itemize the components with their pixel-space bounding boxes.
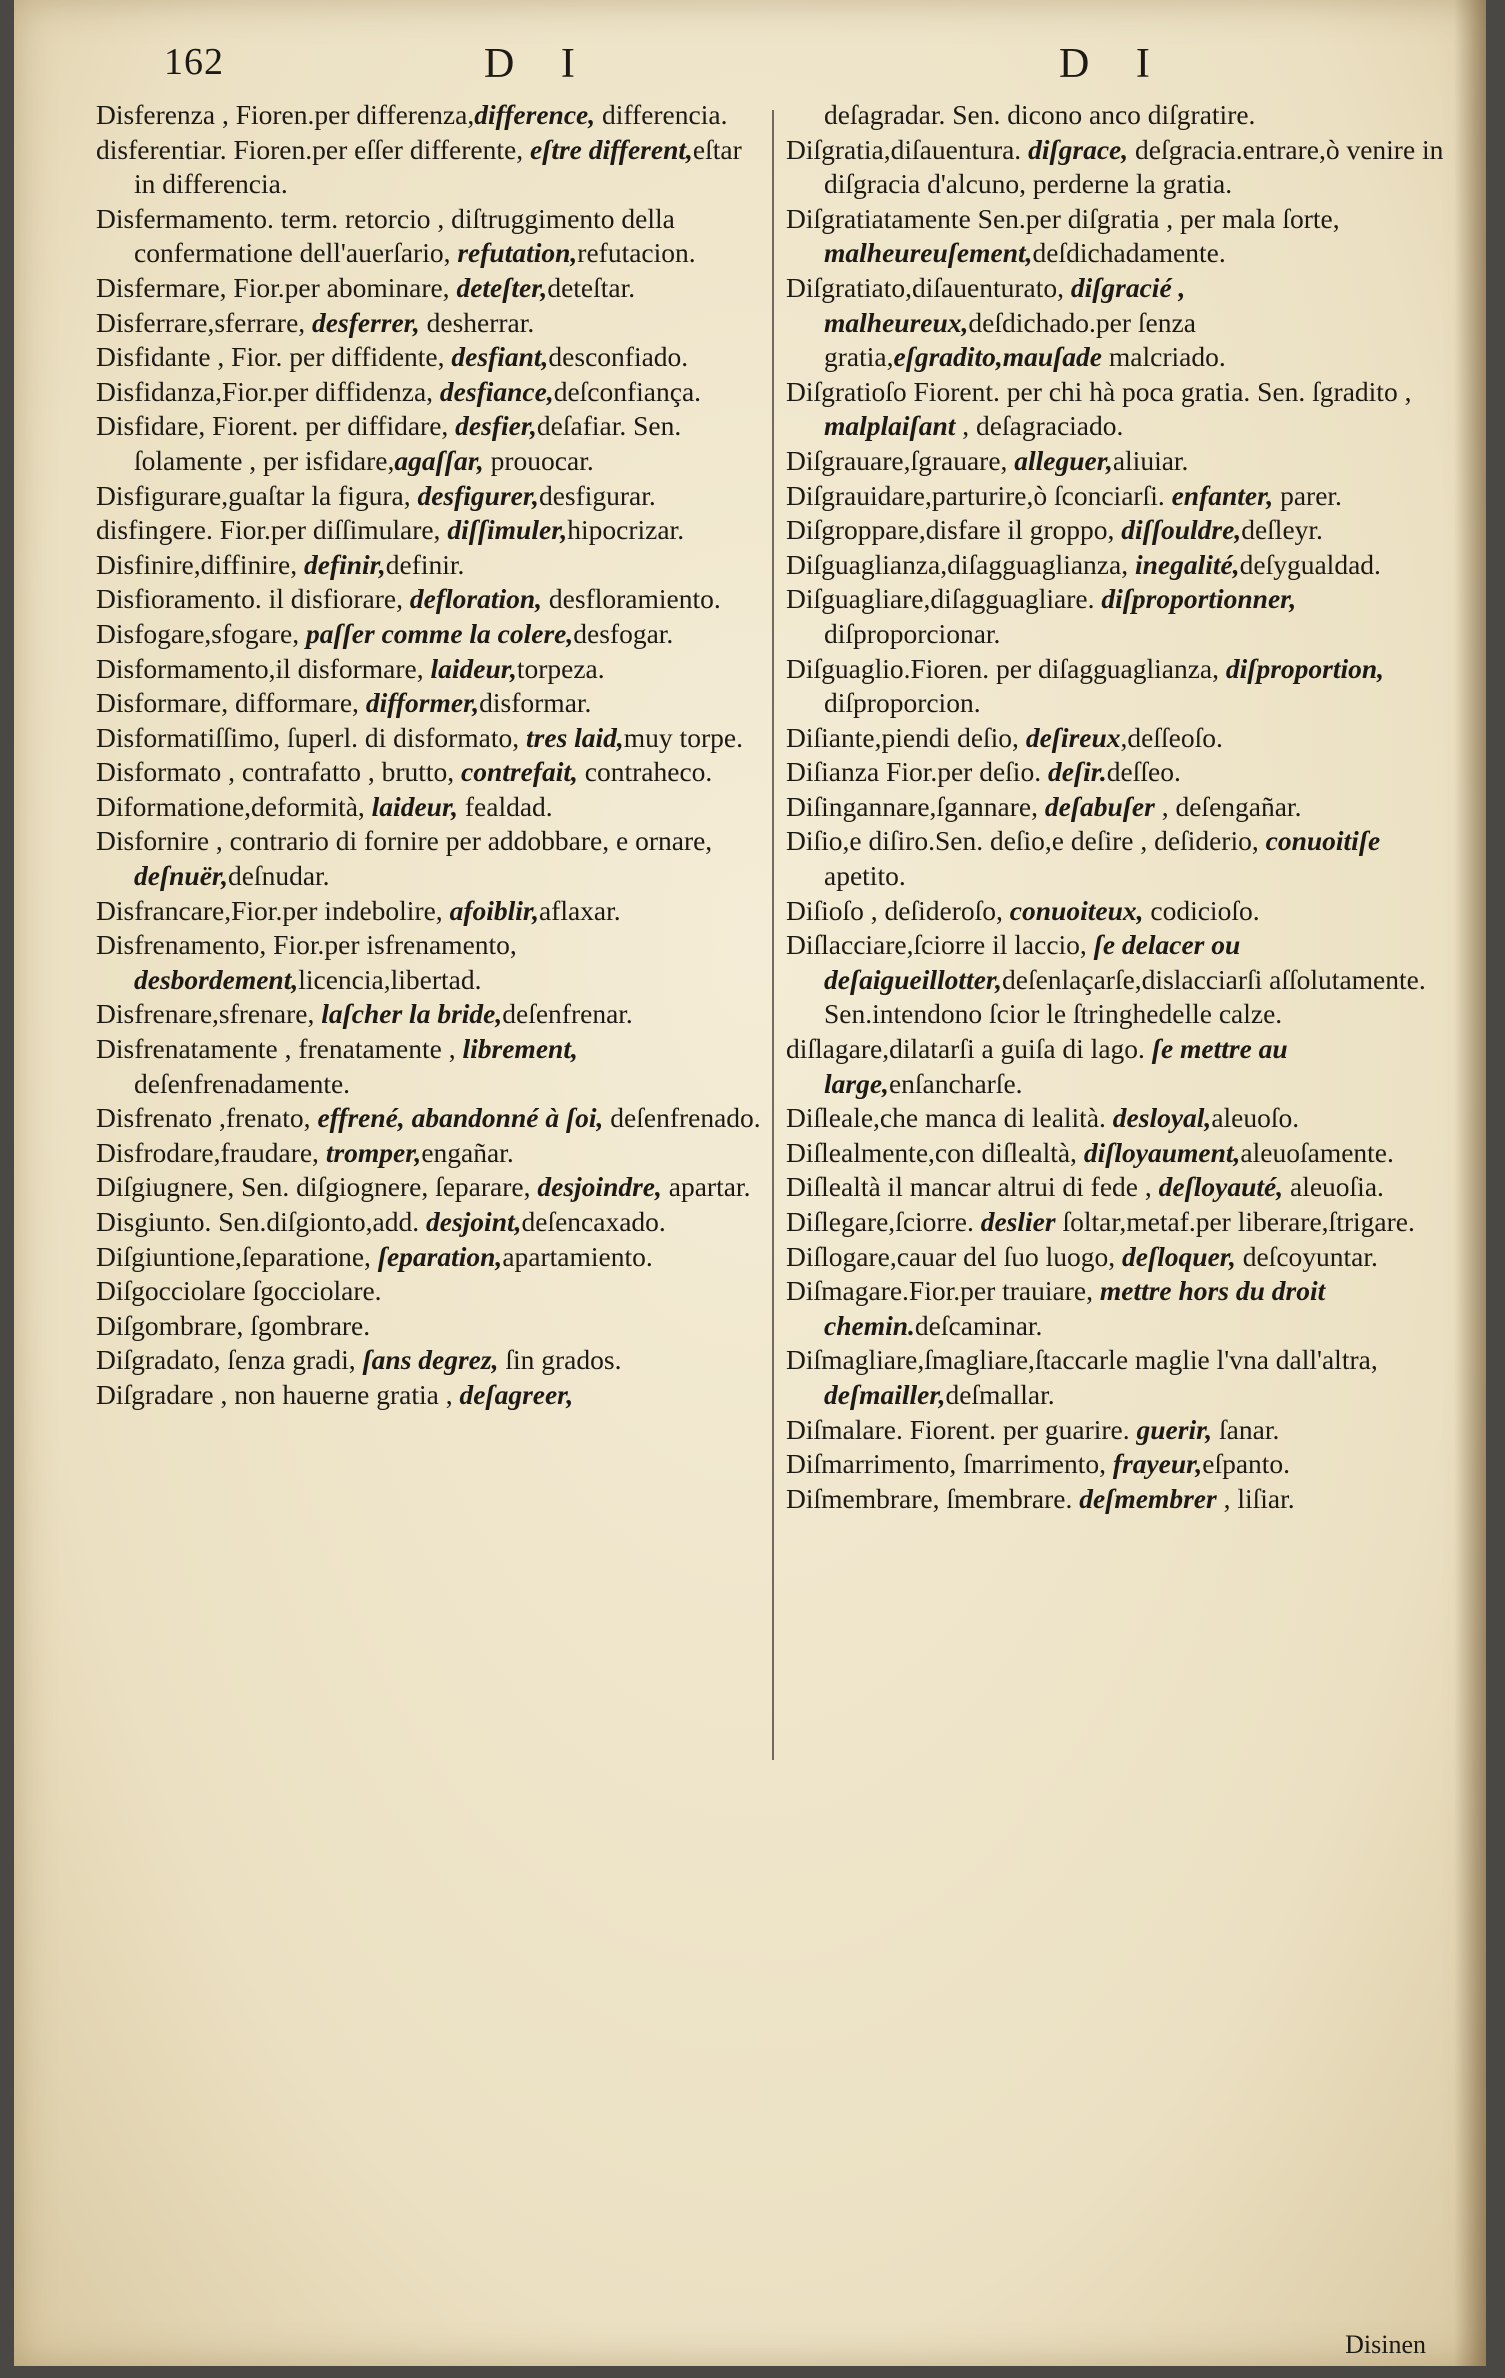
entry-text: Diſleale,che manca di lealità. bbox=[786, 1102, 1113, 1134]
french-gloss: defloration, bbox=[409, 583, 543, 615]
dictionary-entry bbox=[786, 755, 1451, 790]
entry-text: Disferrare,sferrare, bbox=[96, 306, 313, 338]
entry-text: muy torpe. bbox=[623, 721, 743, 753]
entry-text: deſſeo. bbox=[1106, 756, 1181, 788]
entry-text: , deſengañar. bbox=[1154, 790, 1302, 822]
entry-text: apetito. bbox=[824, 860, 906, 892]
dictionary-entry bbox=[786, 652, 1451, 721]
dictionary-entry bbox=[96, 1032, 764, 1101]
entry-text: Diſgocciolare ſgocciolare. bbox=[96, 1275, 382, 1307]
dictionary-entry bbox=[96, 375, 764, 410]
dictionary-entry bbox=[96, 548, 764, 583]
entry-text: Disfidanza,Fior.per diffidenza, bbox=[96, 375, 440, 407]
dictionary-entry bbox=[96, 894, 764, 929]
entry-text: deſdichadamente. bbox=[1032, 237, 1226, 269]
entry-text: torpeza. bbox=[516, 652, 605, 684]
dictionary-entry bbox=[96, 1274, 764, 1309]
entry-text: Diſioſo , deſideroſo, bbox=[786, 894, 1010, 926]
dictionary-entry bbox=[96, 1309, 764, 1344]
dictionary-entry bbox=[96, 997, 764, 1032]
entry-text: Diſlealmente,con diſlealtà, bbox=[786, 1136, 1084, 1168]
entry-text: Disfidante , Fior. per diffidente, bbox=[96, 341, 452, 373]
entry-text: aleuoſia. bbox=[1283, 1171, 1384, 1203]
left-column bbox=[96, 98, 764, 1413]
dictionary-entry bbox=[786, 1101, 1451, 1136]
entry-text: deſygualdad. bbox=[1239, 548, 1381, 580]
french-gloss: desjoindre, bbox=[537, 1171, 662, 1203]
french-gloss: paſſer comme la colere, bbox=[305, 617, 574, 649]
entry-text: disfingere. Fior.per diſſimulare, bbox=[96, 514, 448, 546]
dictionary-entry bbox=[786, 202, 1451, 271]
entry-text: Diſio,e diſiro.Sen. deſio,e deſire , deſiderio, bbox=[786, 825, 1266, 857]
dictionary-entry bbox=[96, 340, 764, 375]
french-gloss: deſloquer, bbox=[1122, 1240, 1236, 1272]
entry-text: Diſiante,piendi deſio, bbox=[786, 721, 1026, 753]
dictionary-entry bbox=[96, 1170, 764, 1205]
french-gloss: deteſter, bbox=[456, 271, 548, 303]
dictionary-entry bbox=[96, 582, 764, 617]
entry-text: Diſgratioſo Fiorent. per chi hà poca gratia. Sen. ſgradito , bbox=[786, 375, 1412, 407]
entry-text: Disfrenare,sfrenare, bbox=[96, 998, 322, 1030]
dictionary-entry bbox=[96, 1205, 764, 1240]
entry-text: codicioſo. bbox=[1143, 894, 1260, 926]
dictionary-entry bbox=[96, 652, 764, 687]
entry-text: ſoltar,metaf.per liberare,ſtrigare. bbox=[1055, 1206, 1415, 1237]
dictionary-entry bbox=[96, 133, 764, 202]
entry-text: Disformamento,il disformare, bbox=[96, 652, 431, 684]
french-gloss: desfiance, bbox=[439, 375, 554, 407]
entry-text: hipocrizar. bbox=[567, 514, 685, 546]
entry-text: prouocar. bbox=[483, 444, 594, 476]
entry-text: Disfrenamento, Fior.per isfrenamento, bbox=[96, 929, 517, 961]
french-gloss: malheureuſement, bbox=[824, 237, 1033, 269]
entry-text: ſin grados. bbox=[498, 1344, 622, 1376]
french-gloss: afoiblir, bbox=[449, 894, 539, 926]
entry-text: desfigurar. bbox=[538, 479, 656, 511]
entry-text: Disfioramento. il disfiorare, bbox=[96, 583, 410, 615]
entry-text: Diſingannare,ſgannare, bbox=[786, 790, 1045, 822]
entry-text: aleuoſo. bbox=[1211, 1102, 1300, 1134]
dictionary-entry bbox=[96, 721, 764, 756]
entry-text: Disfinire,diffinire, bbox=[96, 548, 304, 580]
entry-text: deſenlaçarſe,dislacciarſi aſſolutamente. Sen.intendono ſcior le ſtringhedelle calze. bbox=[824, 963, 1426, 1030]
catchword: Disinen bbox=[1345, 2330, 1426, 2359]
entry-text: desherrar. bbox=[419, 306, 535, 338]
entry-text: Diſgiuntione,ſeparatione, bbox=[96, 1240, 378, 1272]
french-gloss: ſans degrez, bbox=[362, 1344, 499, 1376]
entry-text: Diſguaglio.Fioren. per diſagguaglianza, bbox=[786, 652, 1226, 684]
entry-text: Disformare, difformare, bbox=[96, 687, 366, 719]
entry-text: , deſagraciado. bbox=[955, 410, 1124, 442]
dictionary-entry bbox=[96, 1343, 764, 1378]
entry-text: deſagradar. Sen. dicono anco diſgratire. bbox=[824, 99, 1256, 130]
entry-text: deteſtar. bbox=[547, 271, 636, 303]
dictionary-entry bbox=[96, 755, 764, 790]
entry-text: licencia,libertad. bbox=[298, 963, 482, 995]
entry-text: Diſmalare. Fiorent. per guarire. bbox=[786, 1413, 1137, 1445]
entry-text: Disfrenatamente , frenatamente , bbox=[96, 1033, 463, 1065]
entry-text: ſanar. bbox=[1212, 1413, 1280, 1445]
dictionary-entry bbox=[96, 1101, 764, 1136]
entry-text: Diſlealtà il mancar altrui di fede , bbox=[786, 1171, 1159, 1203]
dictionary-entry bbox=[96, 479, 764, 514]
french-gloss: desloyal, bbox=[1112, 1102, 1212, 1134]
entry-text: eſtar in differencia. bbox=[134, 133, 742, 200]
entry-text: differencia. bbox=[595, 99, 728, 130]
french-gloss: laideur, bbox=[371, 790, 459, 822]
french-gloss: deſnuër, bbox=[134, 860, 228, 892]
book-page bbox=[14, 0, 1486, 2366]
entry-text: Diſgroppare,disfare il groppo, bbox=[786, 514, 1122, 546]
dictionary-entry bbox=[786, 444, 1451, 479]
french-gloss: deſloyauté, bbox=[1158, 1171, 1284, 1203]
french-gloss: contrefait, bbox=[461, 756, 578, 788]
french-gloss: enfanter, bbox=[1171, 479, 1274, 511]
dictionary-entry bbox=[786, 582, 1451, 651]
french-gloss: desfiant, bbox=[451, 341, 549, 373]
entry-text: Disfermamento. term. retorcio , diſtruggimento della confermatione dell'auerſario, bbox=[96, 202, 675, 269]
french-gloss: eſgradito,mauſade bbox=[893, 341, 1103, 373]
dictionary-entry bbox=[96, 1240, 764, 1275]
entry-text: desfogar. bbox=[573, 617, 674, 649]
entry-text: disformar. bbox=[479, 687, 592, 719]
entry-text: apartar. bbox=[661, 1171, 751, 1203]
french-gloss: diſſouldre, bbox=[1121, 514, 1242, 546]
entry-text: Disferenza , Fioren.per diffe bbox=[96, 99, 408, 130]
entry-text: renza, bbox=[407, 99, 475, 130]
dictionary-entry bbox=[786, 928, 1451, 1032]
right-column bbox=[786, 98, 1451, 1516]
french-gloss: diſproportion, bbox=[1225, 652, 1385, 684]
french-gloss: definir, bbox=[303, 548, 386, 580]
dictionary-entry bbox=[96, 202, 764, 271]
entry-text: Diſmembrare, ſmembrare. bbox=[786, 1482, 1080, 1514]
french-gloss: diſgracié , malheureux, bbox=[824, 271, 1186, 338]
dictionary-entry bbox=[786, 1447, 1451, 1482]
french-gloss: deſmembrer bbox=[1079, 1482, 1217, 1514]
dictionary-entry bbox=[96, 1136, 764, 1171]
entry-text: Disfermare, Fior.per abominare, bbox=[96, 271, 457, 303]
entry-text: deſafiar. Sen. ſolamente , per isfidare, bbox=[134, 410, 682, 476]
entry-text: deſdichado.per ſenza gratia, bbox=[824, 306, 1196, 373]
entry-text: Disformato , contrafatto , brutto, bbox=[96, 756, 462, 788]
dictionary-entry bbox=[96, 306, 764, 341]
page-edge-shadow bbox=[1454, 0, 1486, 2366]
french-gloss: ſe delacer ou deſaigueillotter, bbox=[824, 929, 1241, 995]
column-rule bbox=[772, 110, 774, 1760]
french-gloss: inegalité, bbox=[1134, 548, 1240, 580]
french-gloss: deſabuſer bbox=[1044, 790, 1155, 822]
entry-text: diſlagare,dilatarſi a guiſa di lago. bbox=[786, 1033, 1152, 1065]
dictionary-entry bbox=[786, 513, 1451, 548]
entry-text: Diſgratiatamente Sen.per diſgratia , per mala ſorte, bbox=[786, 202, 1340, 234]
entry-text: Disgiunto. Sen.diſgionto,add. bbox=[96, 1206, 426, 1237]
dictionary-entry bbox=[786, 1136, 1451, 1171]
french-gloss: effrené, abandonné à ſoi, bbox=[317, 1102, 604, 1134]
entry-text: contraheco. bbox=[577, 756, 713, 788]
entry-text: Diſguagliare,diſagguagliare. bbox=[786, 583, 1102, 615]
entry-text: Diſmagare.Fior.per trauiare, bbox=[786, 1275, 1100, 1307]
entry-text: engañar. bbox=[421, 1136, 514, 1168]
french-gloss: conuoitiſe bbox=[1265, 825, 1381, 857]
dictionary-entry bbox=[786, 479, 1451, 514]
entry-text: Diſmagliare,ſmagliare,ſtaccarle maglie l'vna dall'altra, bbox=[786, 1344, 1378, 1376]
dictionary-entry bbox=[786, 1343, 1451, 1412]
entry-text: deſmallar. bbox=[945, 1378, 1055, 1410]
entry-text: Disfornire , contrario di fornire per addobbare, e ornare, bbox=[96, 825, 713, 857]
entry-text: Diſgradato, ſenza gradi, bbox=[96, 1344, 363, 1376]
entry-text: deſnudar. bbox=[227, 860, 330, 892]
entry-text: deſcoyuntar. bbox=[1235, 1240, 1378, 1272]
entry-text: aleuoſamente. bbox=[1240, 1136, 1394, 1168]
french-gloss: deſmailler, bbox=[824, 1378, 946, 1410]
dictionary-entry bbox=[786, 1482, 1451, 1517]
entry-text: deſenfrenar. bbox=[502, 998, 633, 1030]
dictionary-entry bbox=[786, 1413, 1451, 1448]
french-gloss: frayeur, bbox=[1112, 1448, 1203, 1480]
dictionary-entry bbox=[96, 617, 764, 652]
entry-text: deſenfrenado. bbox=[603, 1102, 761, 1134]
entry-text: fealdad. bbox=[458, 790, 553, 822]
entry-text: desconfiado. bbox=[548, 341, 689, 373]
entry-text: Diſguaglianza,diſagguaglianza, bbox=[786, 548, 1135, 580]
french-gloss: diſſimuler, bbox=[447, 514, 568, 546]
entry-text: Disfrenato ,frenato, bbox=[96, 1102, 318, 1134]
dictionary-entry bbox=[96, 513, 764, 548]
french-gloss: agaſſar, bbox=[394, 444, 484, 476]
entry-text: apartamiento. bbox=[502, 1240, 653, 1272]
dictionary-entry bbox=[786, 98, 1451, 133]
dictionary-entry bbox=[786, 375, 1451, 444]
french-gloss: refutation, bbox=[457, 237, 578, 269]
entry-text: deſencaxado. bbox=[521, 1206, 666, 1237]
french-gloss: mettre hors du droit chemin. bbox=[824, 1275, 1326, 1341]
dictionary-entry bbox=[786, 1032, 1451, 1101]
french-gloss: malplaiſant bbox=[824, 410, 956, 442]
dictionary-entry bbox=[786, 1240, 1451, 1275]
dictionary-entry bbox=[96, 824, 764, 893]
entry-text: Diſlogare,cauar del ſuo luogo, bbox=[786, 1240, 1123, 1272]
dictionary-entry bbox=[786, 721, 1451, 756]
entry-text: desfloramiento. bbox=[542, 583, 721, 615]
french-gloss: laſcher la bride, bbox=[321, 998, 503, 1030]
entry-text: refutacion. bbox=[577, 237, 696, 269]
entry-text: diſproporcion. bbox=[824, 687, 981, 719]
entry-text: Diſianza Fior.per deſio. bbox=[786, 756, 1048, 788]
french-gloss: desfier, bbox=[455, 410, 537, 442]
entry-text: deſleyr. bbox=[1241, 514, 1323, 546]
entry-text: Diſgradare , non hauerne gratia , bbox=[96, 1378, 460, 1410]
entry-text: Disformatiſſimo, ſuperl. di disformato, bbox=[96, 721, 527, 753]
dictionary-entry bbox=[786, 1274, 1451, 1343]
french-gloss: guerir, bbox=[1136, 1413, 1213, 1445]
entry-text: Diſgombrare, ſgombrare. bbox=[96, 1309, 371, 1341]
french-gloss: diſloyaument, bbox=[1083, 1136, 1241, 1168]
french-gloss: desferrer, bbox=[312, 306, 420, 338]
french-gloss: alleguer, bbox=[1014, 444, 1113, 476]
french-gloss: ſe mettre au large, bbox=[824, 1033, 1288, 1099]
entry-text: enſancharſe. bbox=[888, 1067, 1023, 1099]
entry-text: eſpanto. bbox=[1202, 1448, 1291, 1480]
dictionary-entry bbox=[786, 548, 1451, 583]
entry-text: Diformatione,deformità, bbox=[96, 790, 372, 822]
entry-text: malcriado. bbox=[1102, 341, 1226, 373]
dictionary-entry bbox=[786, 790, 1451, 825]
dictionary-entry bbox=[96, 98, 764, 133]
entry-text: diſproporcionar. bbox=[824, 617, 1001, 649]
dictionary-entry bbox=[96, 790, 764, 825]
dictionary-entry bbox=[96, 271, 764, 306]
entry-text: deſcaminar. bbox=[914, 1309, 1043, 1341]
running-head-left: D I bbox=[484, 41, 593, 87]
entry-text: aliuiar. bbox=[1112, 444, 1189, 476]
french-gloss: eſtre different, bbox=[529, 133, 693, 165]
entry-text: Diſlacciare,ſciorre il laccio, bbox=[786, 929, 1094, 961]
entry-text: aflaxar. bbox=[538, 894, 621, 926]
dictionary-entry bbox=[96, 409, 764, 478]
french-gloss: tres laid, bbox=[526, 721, 624, 753]
entry-text: Disfrodare,fraudare, bbox=[96, 1136, 326, 1168]
running-head-right: D I bbox=[1059, 41, 1168, 87]
entry-text: Diſgrauare,ſgrauare, bbox=[786, 444, 1015, 476]
french-gloss: librement, bbox=[462, 1033, 578, 1065]
french-gloss: conuoiteux, bbox=[1009, 894, 1144, 926]
french-gloss: deſireux bbox=[1025, 721, 1121, 753]
entry-text: Diſgratiato,diſauenturato, bbox=[786, 271, 1071, 303]
entry-text: ,deſſeoſo. bbox=[1120, 721, 1223, 753]
entry-text: definir. bbox=[385, 548, 465, 580]
dictionary-entry bbox=[786, 894, 1451, 929]
entry-text: Diſgiugnere, Sen. diſgiognere, ſeparare, bbox=[96, 1171, 538, 1203]
entry-text: deſconfiança. bbox=[553, 375, 702, 407]
french-gloss: diſgrace, bbox=[1028, 133, 1129, 165]
entry-text: Disfidare, Fiorent. per diffidare, bbox=[96, 410, 456, 442]
french-gloss: tromper, bbox=[325, 1136, 422, 1168]
entry-text: parer. bbox=[1273, 479, 1342, 511]
french-gloss: deſir. bbox=[1047, 756, 1107, 788]
dictionary-entry bbox=[786, 824, 1451, 893]
french-gloss: difference, bbox=[474, 99, 596, 130]
french-gloss: desbordement, bbox=[134, 963, 299, 995]
french-gloss: ſeparation, bbox=[377, 1240, 503, 1272]
french-gloss: laideur, bbox=[430, 652, 517, 684]
entry-text: Diſgrauidare,parturire,ò ſconciarſi. bbox=[786, 479, 1172, 511]
french-gloss: deſagreer, bbox=[459, 1378, 574, 1410]
entry-text: disferentiar. Fioren.per eſſer differente, bbox=[96, 133, 530, 165]
entry-text: Diſmarrimento, ſmarrimento, bbox=[786, 1448, 1113, 1480]
dictionary-entry bbox=[96, 686, 764, 721]
dictionary-entry bbox=[786, 1205, 1451, 1240]
entry-text: , liſiar. bbox=[1216, 1482, 1295, 1514]
dictionary-entry bbox=[786, 133, 1451, 202]
entry-text: deſgracia.entrare,ò venire in diſgracia d'alcuno, perderne la gratia. bbox=[824, 133, 1444, 200]
entry-text: deſenfrenadamente. bbox=[134, 1067, 351, 1099]
french-gloss: deslier bbox=[980, 1206, 1056, 1237]
entry-text: Diſgratia,diſauentura. bbox=[786, 133, 1029, 165]
french-gloss: difformer, bbox=[365, 687, 480, 719]
french-gloss: diſproportionner, bbox=[1101, 583, 1297, 615]
dictionary-entry bbox=[786, 271, 1451, 375]
french-gloss: desfigurer, bbox=[417, 479, 539, 511]
entry-text: Disfrancare,Fior.per indebolire, bbox=[96, 894, 450, 926]
entry-text: Diſlegare,ſciorre. bbox=[786, 1206, 981, 1237]
entry-text: Disfogare,sfogare, bbox=[96, 617, 306, 649]
french-gloss: desjoint, bbox=[426, 1206, 522, 1237]
dictionary-entry bbox=[786, 1170, 1451, 1205]
entry-text: Disfigurare,guaſtar la figura, bbox=[96, 479, 418, 511]
page-number: 162 bbox=[164, 41, 224, 83]
dictionary-entry bbox=[96, 928, 764, 997]
dictionary-entry bbox=[96, 1378, 764, 1413]
